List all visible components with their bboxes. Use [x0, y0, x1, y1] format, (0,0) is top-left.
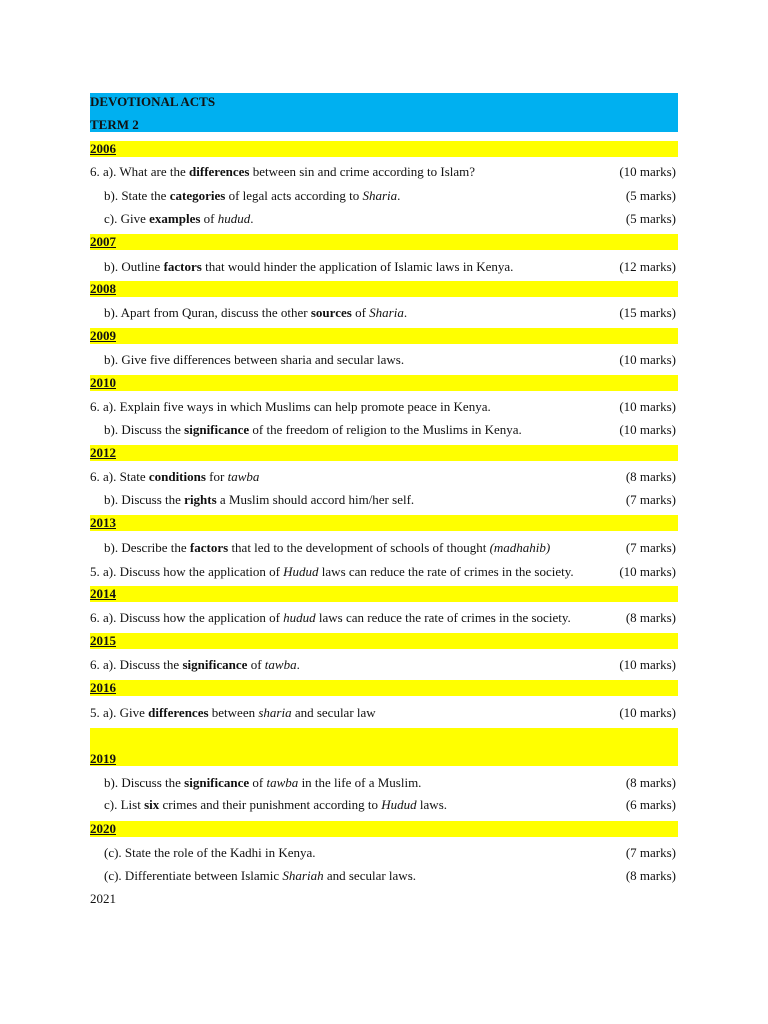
- question-text: b). Outline factors that would hinder the application of Islamic laws in Kenya.: [104, 259, 514, 274]
- year-heading: 2014: [90, 586, 116, 601]
- year-band: [90, 445, 678, 461]
- year-heading: 2012: [90, 445, 116, 460]
- question-marks: (10 marks): [619, 657, 676, 672]
- year-heading: 2007: [90, 234, 116, 249]
- term-label: TERM 2: [90, 117, 139, 132]
- year-heading: 2006: [90, 141, 116, 156]
- question-marks: (8 marks): [625, 610, 676, 625]
- question-marks: (8 marks): [625, 868, 676, 883]
- year-heading: 2016: [90, 680, 116, 695]
- question-text: 5. a). Discuss how the application of Hudud laws can reduce the rate of crimes in the society.: [90, 564, 574, 579]
- question-text: 6. a). State conditions for tawba: [90, 469, 260, 484]
- question-text: 6. a). Explain five ways in which Muslims can help promote peace in Kenya.: [90, 399, 491, 414]
- year-band: [90, 328, 678, 344]
- question-text: b). Apart from Quran, discuss the other sources of Sharia.: [104, 305, 408, 320]
- year-heading: 2013: [90, 515, 116, 530]
- question-text: 6. a). What are the differences between sin and crime according to Islam?: [90, 164, 476, 179]
- document-title: DEVOTIONAL ACTS: [90, 94, 216, 109]
- question-marks: (5 marks): [625, 188, 676, 203]
- question-marks: (10 marks): [619, 352, 676, 367]
- question-marks: (6 marks): [625, 797, 676, 812]
- question-text: b). State the categories of legal acts according to Sharia.: [104, 188, 401, 203]
- year-band: [90, 281, 678, 297]
- question-marks: (10 marks): [619, 399, 676, 414]
- question-marks: (7 marks): [625, 845, 676, 860]
- question-marks: (12 marks): [619, 259, 676, 274]
- question-marks: (8 marks): [625, 775, 676, 790]
- year-heading: 2020: [90, 821, 116, 836]
- question-marks: (7 marks): [625, 540, 676, 555]
- question-text: 6. a). Discuss how the application of hudud laws can reduce the rate of crimes in the society.: [90, 610, 571, 625]
- year-band: [90, 515, 678, 531]
- question-text: b). Discuss the significance of the freedom of religion to the Muslims in Kenya.: [104, 422, 522, 437]
- year-heading: 2019: [90, 751, 116, 766]
- year-band: [90, 821, 678, 837]
- question-marks: (5 marks): [625, 211, 676, 226]
- year-heading: 2009: [90, 328, 116, 343]
- question-marks: (10 marks): [619, 422, 676, 437]
- question-text: (c). Differentiate between Islamic Shariah and secular laws.: [104, 868, 417, 883]
- year-heading: 2008: [90, 281, 116, 296]
- year-band: [90, 586, 678, 602]
- question-marks: (7 marks): [625, 492, 676, 507]
- question-text: c). List six crimes and their punishment according to Hudud laws.: [104, 797, 448, 812]
- year-heading: 2010: [90, 375, 116, 390]
- year-band: [90, 375, 678, 391]
- question-text: b). Discuss the significance of tawba in the life of a Muslim.: [104, 775, 422, 790]
- footer-year: 2021: [90, 891, 116, 906]
- question-text: (c). State the role of the Kadhi in Kenya.: [104, 845, 316, 860]
- question-marks: (8 marks): [625, 469, 676, 484]
- year-band: [90, 728, 678, 766]
- year-band: [90, 633, 678, 649]
- question-marks: (15 marks): [619, 305, 676, 320]
- question-text: 5. a). Give differences between sharia and secular law: [90, 705, 376, 720]
- year-heading: 2015: [90, 633, 116, 648]
- question-text: b). Describe the factors that led to the development of schools of thought (madhahib): [104, 540, 551, 555]
- year-band: [90, 234, 678, 250]
- year-band: [90, 141, 678, 157]
- question-marks: (10 marks): [619, 705, 676, 720]
- question-marks: (10 marks): [619, 164, 676, 179]
- question-text: c). Give examples of hudud.: [104, 211, 254, 226]
- question-text: b). Discuss the rights a Muslim should accord him/her self.: [104, 492, 415, 507]
- question-text: b). Give five differences between sharia and secular laws.: [104, 352, 405, 367]
- year-band: [90, 680, 678, 696]
- question-marks: (10 marks): [619, 564, 676, 579]
- question-text: 6. a). Discuss the significance of tawba.: [90, 657, 300, 672]
